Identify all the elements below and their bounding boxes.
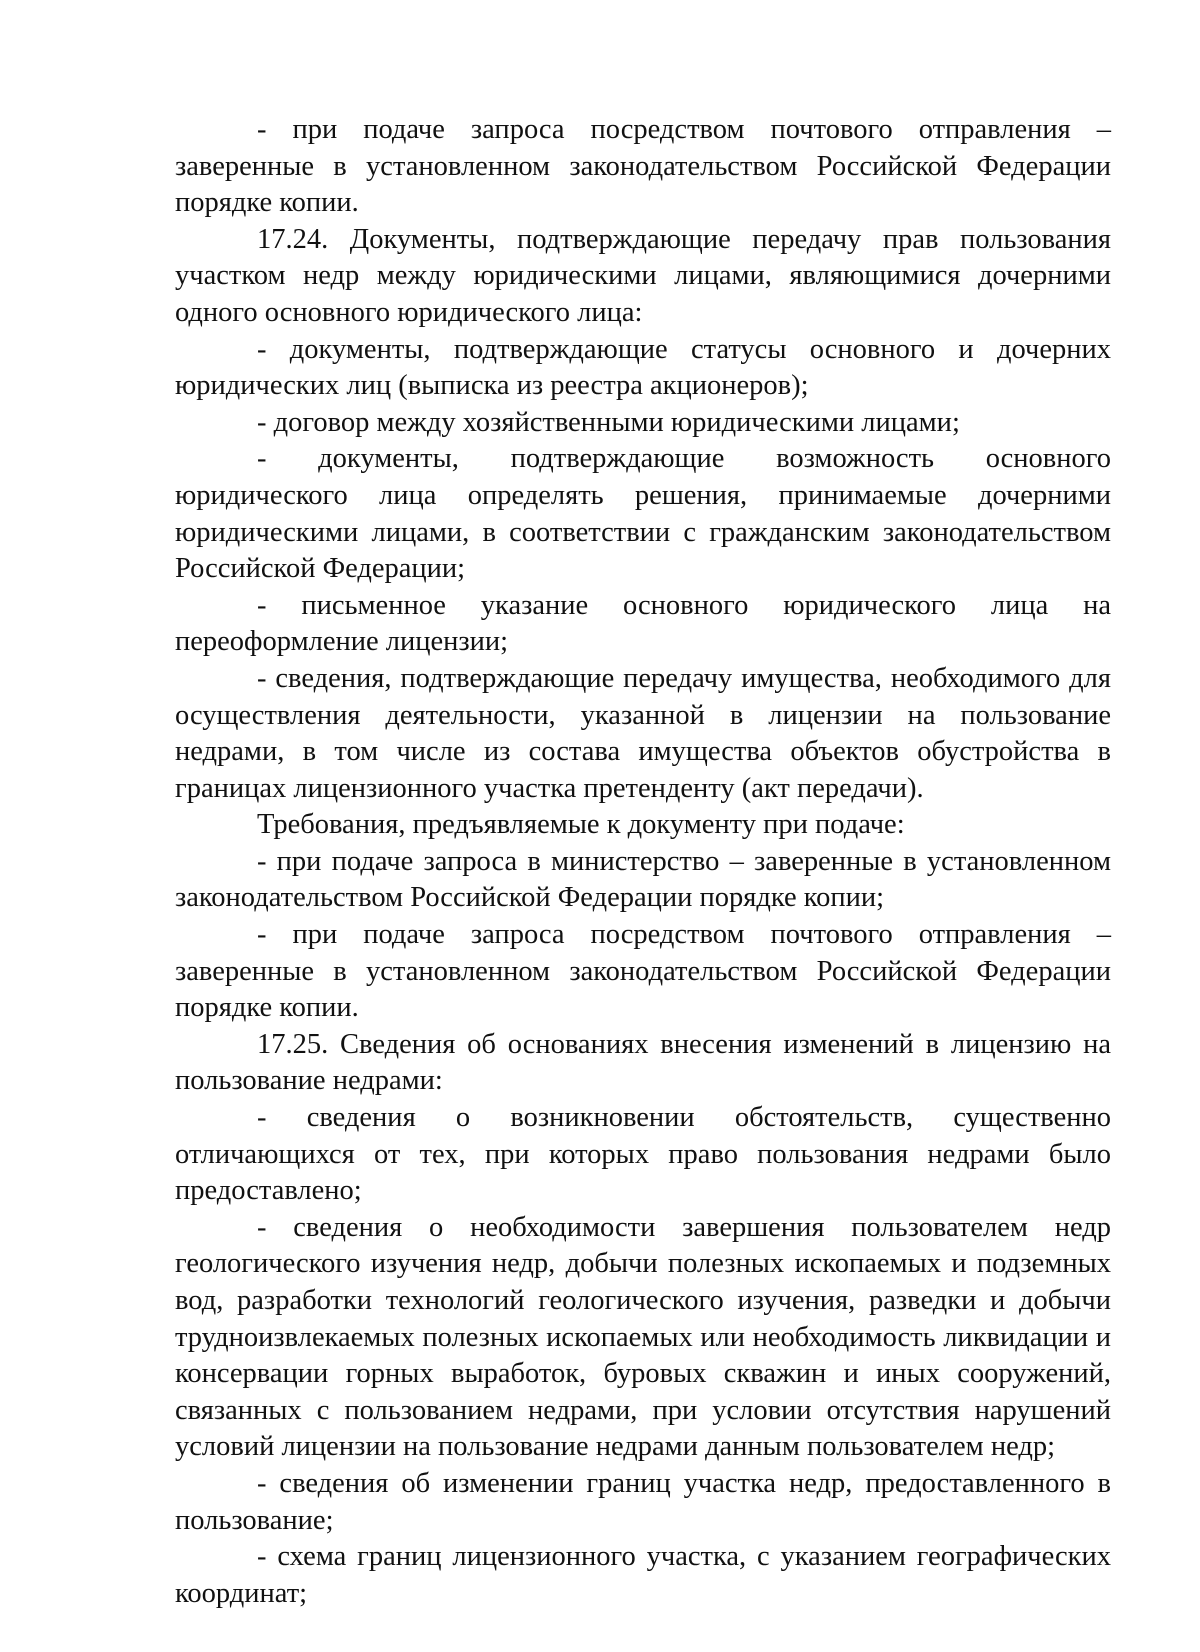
paragraph-changed-circumstances: - сведения о возникновении обстоятельств, существенно отличающихся от тех, при которых право пользования недрами было предоставлено;: [175, 1102, 1111, 1207]
paragraph-requirements-heading: Требования, предъявляемые к документу при подаче:: [257, 809, 905, 841]
paragraph-status-documents: - документы, подтверждающие статусы основного и дочерних юридических лиц (выписка из реестра акционеров);: [175, 333, 1111, 402]
paragraph-postal-request-copies-2: - при подаче запроса посредством почтового отправления – заверенные в установленном законодательством Российской Федерации порядке копии.: [175, 919, 1111, 1024]
paragraph-boundary-change: - сведения об изменении границ участка недр, предоставленного в пользование;: [175, 1467, 1111, 1536]
document-body: [175, 112, 1111, 1612]
paragraph-decision-capacity-documents: - документы, подтверждающие возможность основного юридического лица определять решения, принимаемые дочерними юридическими лицами, в соответствии с гражданским законодательством Российской Федерации;: [175, 443, 1111, 585]
paragraph-section-17-24: 17.24. Документы, подтверждающие передачу прав пользования участком недр между юридическими лицами, являющимися дочерними одного основного юридического лица:: [175, 223, 1111, 328]
paragraph-completion-necessity: - сведения о необходимости завершения пользователем недр геологического изучения недр, добычи полезных ископаемых и подземных вод, разработки технологий геологического изучения, разведки и добычи трудноизвлекаемых полезных ископаемых или необходимость ликвидации и консервации горных выработок, буровых скважин и иных сооружений, связанных с пользованием недрами, при условии отсутствия нарушений условий лицензии на пользование недрами данным пользователем недр;: [175, 1211, 1111, 1463]
paragraph-boundary-scheme: - схема границ лицензионного участка, с указанием географических координат;: [175, 1541, 1111, 1609]
paragraph-written-instruction: - письменное указание основного юридического лица на переоформление лицензии;: [175, 589, 1111, 658]
paragraph-section-17-25: 17.25. Сведения об основаниях внесения изменений в лицензию на пользование недрами:: [175, 1028, 1111, 1097]
paragraph-property-transfer: - сведения, подтверждающие передачу имущества, необходимого для осуществления деятельности, указанной в лицензии на пользование недрами, в том числе из состава имущества объектов обустройства в границах лицензионного участка претенденту (акт передачи).: [175, 662, 1111, 804]
paragraph-contract: - договор между хозяйственными юридическими лицами;: [257, 406, 960, 438]
paragraph-ministry-request-copies: - при подаче запроса в министерство – заверенные в установленном законодательством Российской Федерации порядке копии;: [175, 845, 1111, 914]
paragraph-postal-request-copies-1: - при подаче запроса посредством почтового отправления – заверенные в установленном законодательством Российской Федерации порядке копии.: [175, 114, 1111, 219]
